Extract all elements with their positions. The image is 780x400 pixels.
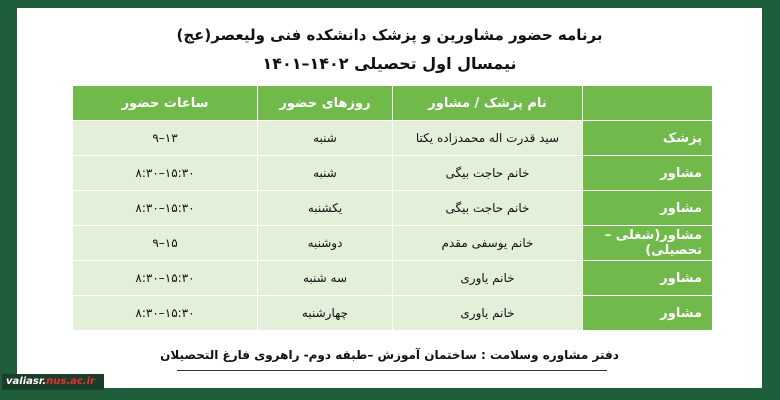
name-cell: خانم یاوری — [393, 261, 583, 296]
name-cell: سید قدرت اله محمدزاده یکتا — [393, 121, 583, 156]
name-cell: خانم حاجت بیگی — [393, 191, 583, 226]
role-cell: مشاور — [583, 156, 713, 191]
table-row — [73, 226, 713, 261]
role-cell: پزشک — [583, 121, 713, 156]
table-row — [73, 296, 713, 331]
header-role — [583, 86, 713, 121]
table-row — [73, 191, 713, 226]
office-location-note: دفتر مشاوره وسلامت : ساختمان آموزش –طبقه دوم- راهروی فارغ التحصیلان — [160, 348, 619, 362]
hours-cell: ۱۵:۳۰–۸:۳۰ — [73, 261, 258, 296]
days-cell: شنبه — [258, 156, 393, 191]
days-cell: دوشنبه — [258, 226, 393, 261]
hours-cell: ۱۵:۳۰–۸:۳۰ — [73, 156, 258, 191]
role-cell: مشاور — [583, 296, 713, 331]
hours-cell: ۱۵–۹ — [73, 226, 258, 261]
header-name: نام پزشک / مشاور — [393, 86, 583, 121]
table-header-row — [73, 86, 713, 121]
hours-cell: ۱۵:۳۰–۸:۳۰ — [73, 296, 258, 331]
name-cell: خانم حاجت بیگی — [393, 156, 583, 191]
hours-cell: ۱۵:۳۰–۸:۳۰ — [73, 191, 258, 226]
days-cell: شنبه — [258, 121, 393, 156]
role-cell: مشاور(شغلی –تحصیلی) — [583, 226, 713, 261]
table-row — [73, 121, 713, 156]
days-cell: یکشنبه — [258, 191, 393, 226]
schedule-table — [72, 85, 713, 331]
watermark-suffix: nus.ac.ir — [46, 376, 95, 387]
schedule-card — [17, 8, 762, 388]
table-row — [73, 261, 713, 296]
page-title: برنامه حضور مشاورین و پزشک دانشکده فنی ولیعصر(عج) — [176, 26, 603, 44]
role-cell: مشاور — [583, 261, 713, 296]
name-cell: خانم یاوری — [393, 296, 583, 331]
footer-divider — [177, 370, 607, 371]
days-cell: چهارشنبه — [258, 296, 393, 331]
header-hours: ساعات حضور — [73, 86, 258, 121]
site-watermark — [2, 374, 104, 390]
semester-subtitle: نیمسال اول تحصیلی ۱۴۰۲–۱۴۰۱ — [262, 54, 517, 73]
role-cell: مشاور — [583, 191, 713, 226]
watermark-prefix: valiasr. — [6, 376, 47, 387]
name-cell: خانم یوسفی مقدم — [393, 226, 583, 261]
table-row — [73, 156, 713, 191]
days-cell: سه شنبه — [258, 261, 393, 296]
hours-cell: ۱۳–۹ — [73, 121, 258, 156]
header-days: روزهای حضور — [258, 86, 393, 121]
